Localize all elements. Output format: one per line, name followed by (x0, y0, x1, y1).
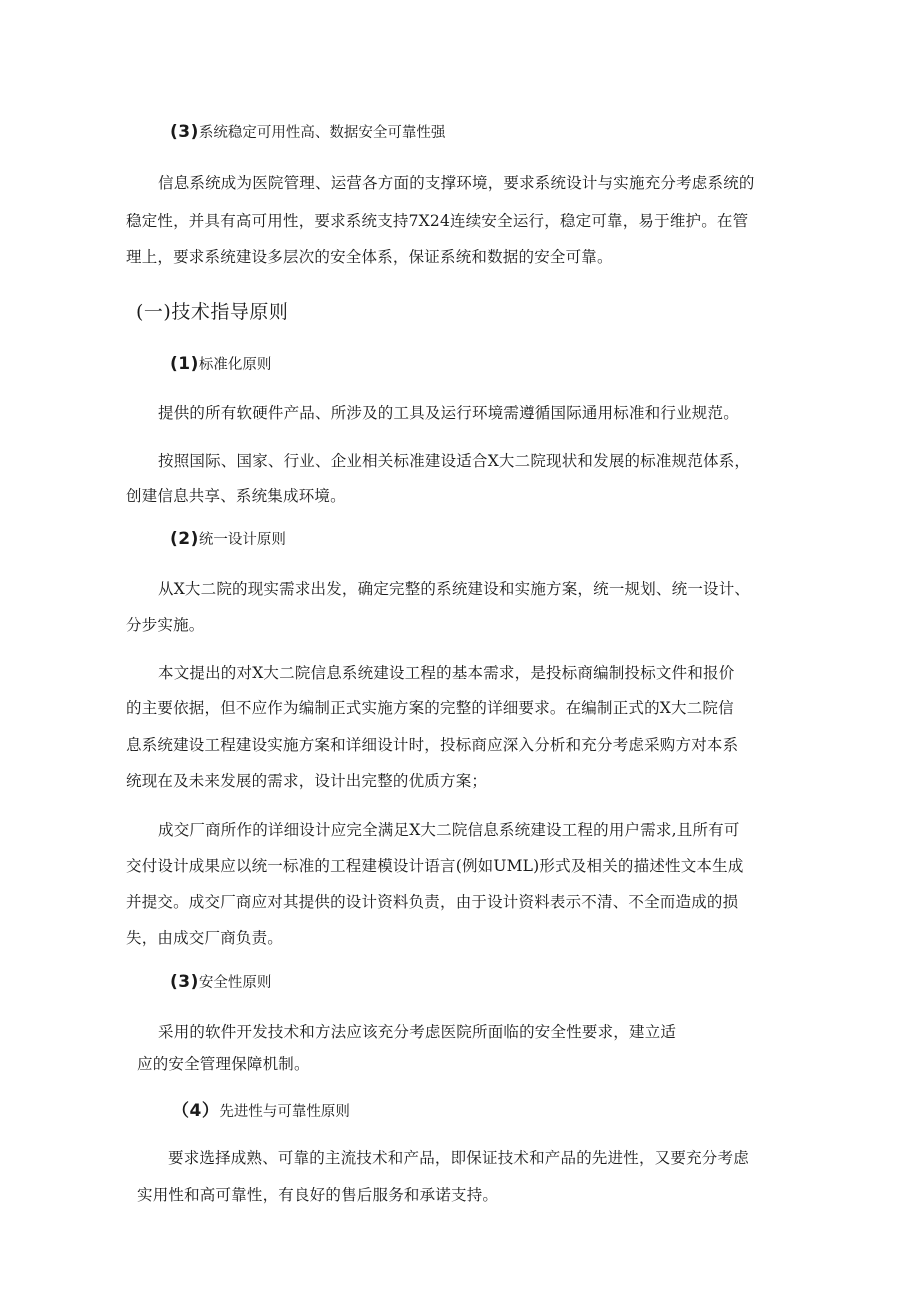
paragraph-line: 的主要依据，但不应作为编制正式实施方案的完整的详细要求。在编制正式的X大二院信 (126, 699, 734, 717)
paragraph-line: 本文提出的对X大二院信息系统建设工程的基本需求，是投标商编制投标文件和报价 (158, 664, 735, 682)
paragraph-line: 信息系统成为医院管理、运营各方面的支撑环境，要求系统设计与实施充分考虑系统的 (158, 174, 755, 192)
subheading-number: (2) (170, 529, 199, 549)
subheading-standardization (170, 353, 271, 376)
subheading-text: 统一设计原则 (198, 532, 286, 548)
subheading-number: (3) (170, 972, 199, 992)
paragraph-line: 按照国际、国家、行业、企业相关标准建设适合X大二院现状和发展的标准规范体系， (158, 452, 751, 470)
subheading-text: 标准化原则 (198, 357, 272, 373)
paragraph-line: 交付设计成果应以统一标准的工程建模设计语言(例如UML)形式及相关的描述性文本生成 (126, 857, 744, 875)
subheading-unified-design (170, 528, 286, 551)
paragraph-line: 息系统建设工程建设实施方案和详细设计时，投标商应深入分析和充分考虑采购方对本系 (126, 736, 739, 754)
subheading-advanced-reliable (172, 1100, 350, 1123)
paragraph-line: 成交厂商所作的详细设计应完全满足X大二院信息系统建设工程的用户需求,且所有可 (158, 821, 740, 839)
paragraph-line: 理上，要求系统建设多层次的安全体系，保证系统和数据的安全可靠。 (126, 248, 613, 266)
paragraph-line: 统现在及未来发展的需求，设计出完整的优质方案； (126, 772, 488, 790)
paragraph-line: 并提交。成交厂商应对其提供的设计资料负责，由于设计资料表示不清、不全而造成的损 (126, 893, 739, 911)
paragraph-line: 要求选择成熟、可靠的主流技术和产品，即保证技术和产品的先进性，又要充分考虑 (168, 1149, 749, 1167)
paragraph-line: 实用性和高可靠性，有良好的售后服务和承诺支持。 (137, 1186, 499, 1204)
subheading-number: （4） (172, 1101, 220, 1121)
subheading-number: (3) (170, 122, 199, 142)
subheading-security (170, 971, 271, 994)
paragraph-line: 采用的软件开发技术和方法应该充分考虑医院所面临的安全性要求，建立适 (158, 1023, 677, 1041)
paragraph-line: 从X大二院的现实需求出发，确定完整的系统建设和实施方案，统一规划、统一设计、 (158, 580, 751, 598)
subheading-text: 先进性与可靠性原则 (219, 1104, 350, 1120)
paragraph-line: 分步实施。 (126, 616, 205, 634)
paragraph-line: 应的安全管理保障机制。 (137, 1055, 310, 1073)
subheading-text: 安全性原则 (198, 975, 272, 991)
subheading-text: 系统稳定可用性高、数据安全可靠性强 (198, 125, 446, 141)
section-heading-tech-principles: (一)技术指导原则 (136, 301, 289, 323)
subheading-stability (170, 121, 445, 144)
paragraph-line: 提供的所有软硬件产品、所涉及的工具及运行环境需遵循国际通用标准和行业规范。 (158, 404, 739, 422)
paragraph-line: 稳定性，并具有高可用性，要求系统支持7X24连续安全运行，稳定可靠，易于维护。在管 (126, 212, 749, 230)
paragraph-line: 失，由成交厂商负责。 (126, 929, 284, 947)
paragraph-line: 创建信息共享、系统集成环境。 (126, 487, 346, 505)
subheading-number: (1) (170, 354, 199, 374)
